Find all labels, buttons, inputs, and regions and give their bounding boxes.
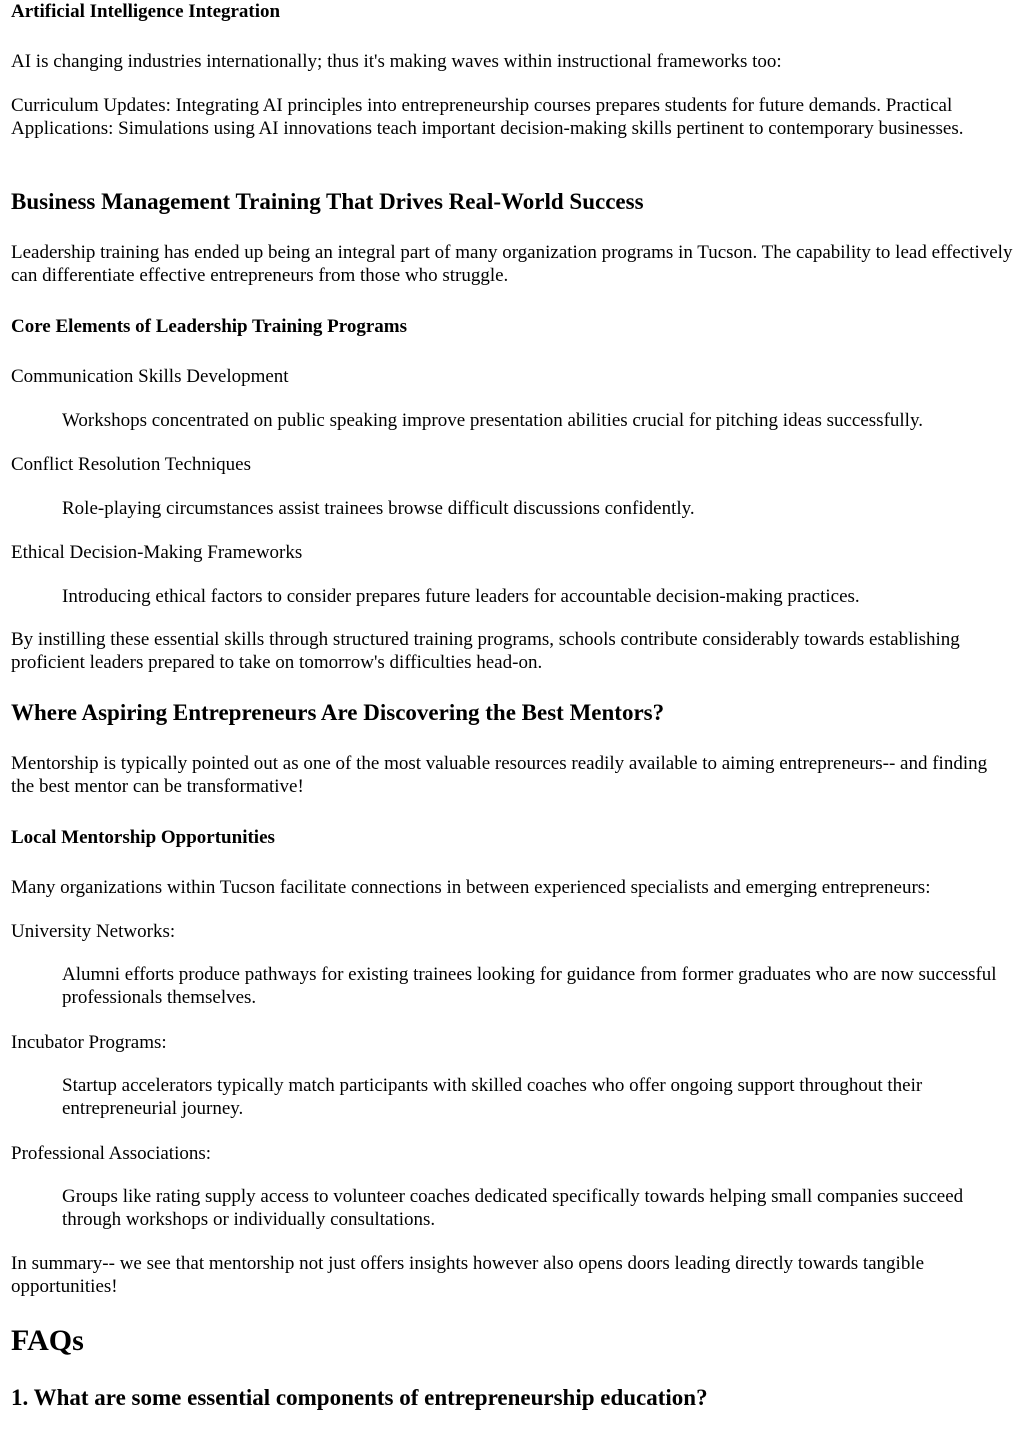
leadership-term-1: Communication Skills Development — [11, 366, 289, 387]
mentor-term-3: Professional Associations: — [11, 1143, 212, 1164]
leadership-term-3: Ethical Decision-Making Frameworks — [11, 542, 303, 563]
faqs-heading: FAQs — [11, 1324, 84, 1357]
leadership-desc-3: Introducing ethical factors to consider prepares future leaders for accountable decision-making practices. — [62, 586, 860, 607]
mentors-intro: Mentorship is typically pointed out as one of the most valuable resources readily available to aiming entrepreneurs-- and finding the best mentor can be transformative! — [11, 753, 988, 797]
mentors-lead: Many organizations within Tucson facilitate connections in between experienced specialists and emerging entrepreneurs: — [11, 877, 931, 898]
business-heading: Business Management Training That Drives Real-World Success — [11, 189, 644, 214]
leadership-term-2: Conflict Resolution Techniques — [11, 454, 252, 475]
mentors-closing: In summary-- we see that mentorship not just offers insights however also opens doors leading directly towards tangible opportunities! — [11, 1253, 925, 1297]
leadership-desc-1: Workshops concentrated on public speaking improve presentation abilities crucial for pitching ideas successfully. — [62, 410, 923, 431]
business-closing: By instilling these essential skills through structured training programs, schools contribute considerably towards establishing proficient leaders prepared to take on tomorrow's difficulties head-on. — [11, 629, 960, 673]
ai-intro: AI is changing industries internationally; thus it's making waves within instructional frameworks too: — [11, 51, 782, 72]
mentorship-subheading: Local Mentorship Opportunities — [11, 827, 275, 848]
business-intro: Leadership training has ended up being an integral part of many organization programs in Tucson. The capability to lead effectively can differentiate effective entrepreneurs from those who struggle. — [11, 242, 1013, 286]
mentor-desc-1: Alumni efforts produce pathways for existing trainees looking for guidance from former graduates who are now successful professionals themselves. — [62, 964, 997, 1008]
mentors-heading: Where Aspiring Entrepreneurs Are Discovering the Best Mentors? — [11, 700, 665, 725]
leadership-desc-2: Role-playing circumstances assist trainees browse difficult discussions confidently. — [62, 498, 695, 519]
mentor-desc-3: Groups like rating supply access to volunteer coaches dedicated specifically towards helping small companies succeed through workshops or individually consultations. — [62, 1186, 964, 1230]
leadership-subheading: Core Elements of Leadership Training Programs — [11, 316, 407, 337]
mentor-desc-2: Startup accelerators typically match participants with skilled coaches who offer ongoing support throughout their entrepreneurial journey. — [62, 1075, 923, 1119]
ai-points: Curriculum Updates: Integrating AI principles into entrepreneurship courses prepares students for future demands. Practical Applications: Simulations using AI innovations teach important decision-making skills pertinent to contemporary businesses. — [11, 95, 964, 139]
mentor-term-1: University Networks: — [11, 921, 176, 942]
ai-heading: Artificial Intelligence Integration — [11, 1, 281, 22]
faq-question-1: 1. What are some essential components of entrepreneurship education? — [11, 1385, 708, 1410]
mentor-term-2: Incubator Programs: — [11, 1032, 167, 1053]
